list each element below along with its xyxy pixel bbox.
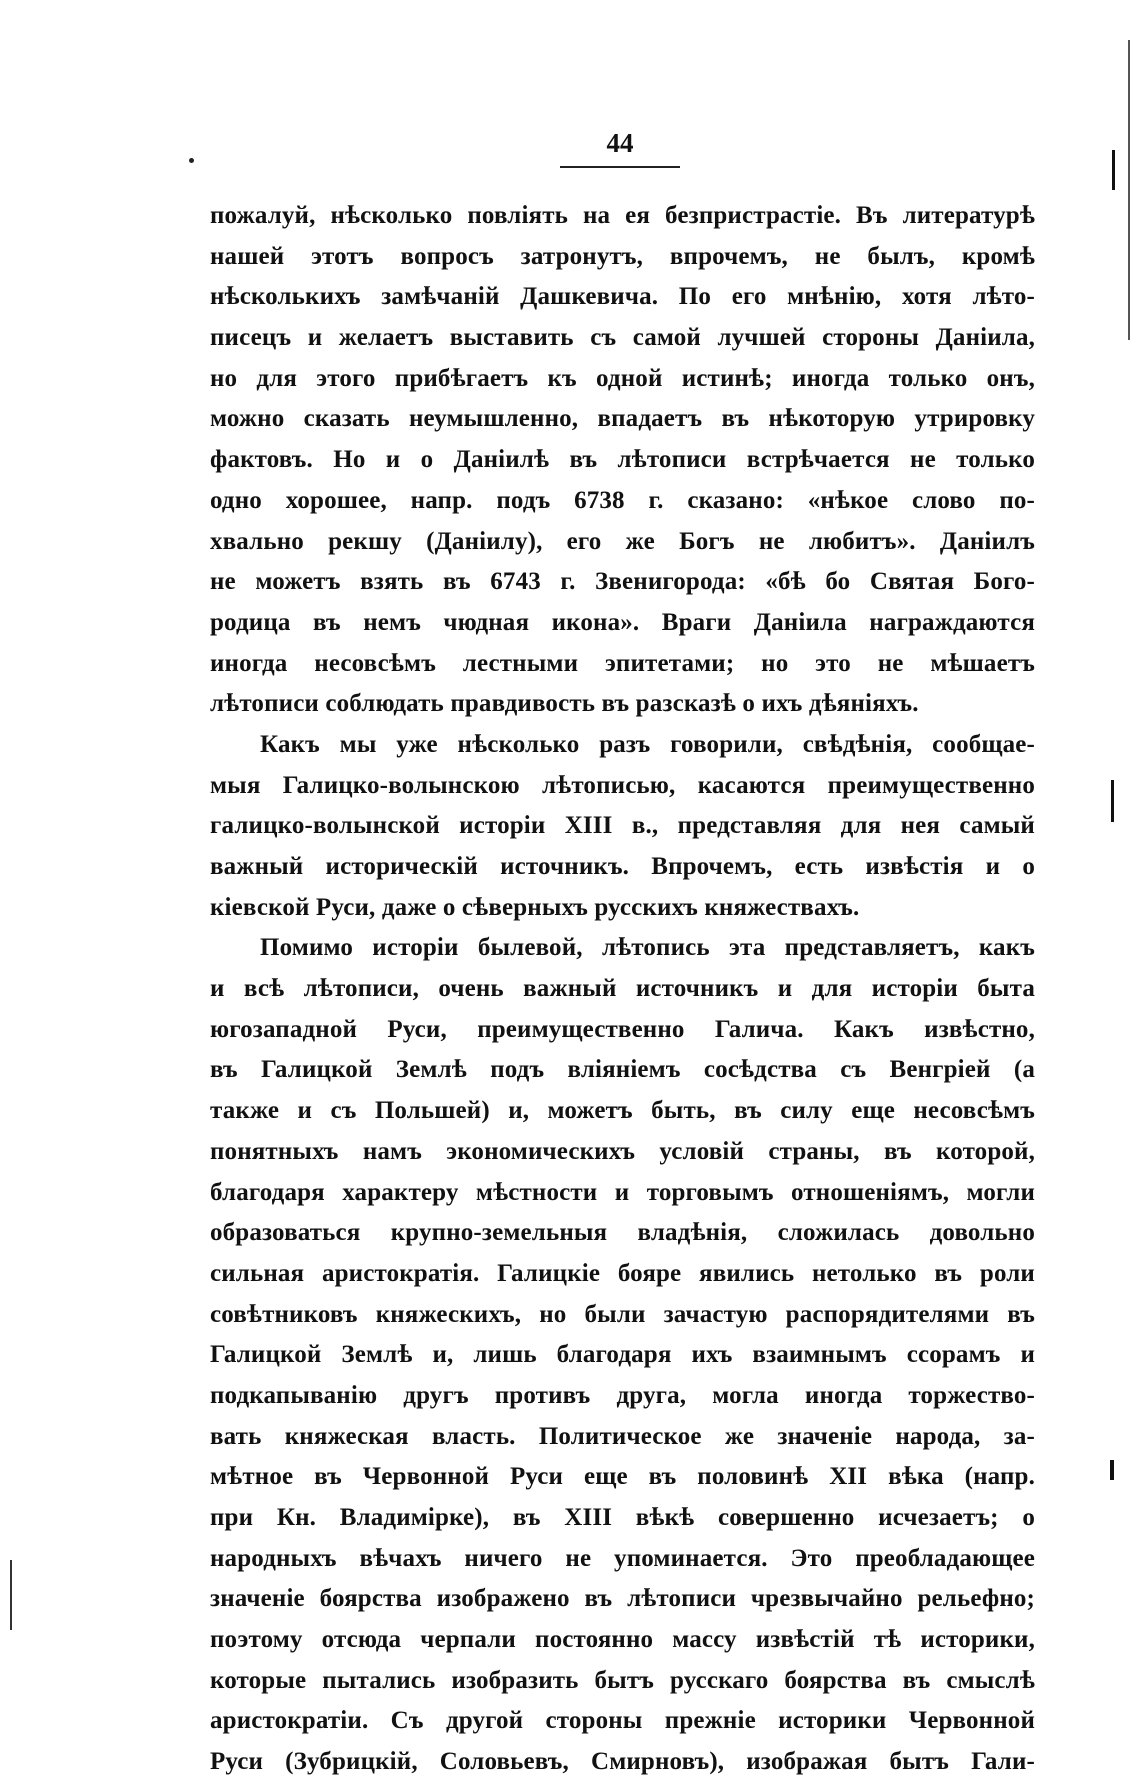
text-line: мыя Галицко-волынскою лѣтописью, касаются преимущественно xyxy=(210,771,1035,799)
text-line: вать княжеская власть. Политическое же значеніе народа, за- xyxy=(210,1422,1035,1450)
text-line: значеніе боярства изображено въ лѣтописи чрезвычайно рельефно; xyxy=(210,1585,1035,1613)
text-line: лѣтописи соблюдать правдивость въ разсказѣ о ихъ дѣяніяхъ. xyxy=(210,690,919,718)
text-body xyxy=(210,196,1035,1783)
text-line: также и съ Польшей) и, можетъ быть, въ силу еще несовсѣмъ xyxy=(210,1097,1035,1125)
text-line: родица въ немъ чюдная икона». Враги Даніила награждаются xyxy=(210,608,1035,636)
text-line: кіевской Руси, даже о сѣверныхъ русскихъ княжествахъ. xyxy=(210,893,860,921)
text-line: и всѣ лѣтописи, очень важный источникъ и для исторіи быта xyxy=(210,975,1035,1003)
text-line: мѣтное въ Червонной Руси еще въ половинѣ XII вѣка (напр. xyxy=(210,1463,1035,1491)
scan-edge-mark xyxy=(1111,780,1114,822)
text-line: но для этого прибѣгаетъ къ одной истинѣ; иногда только онъ, xyxy=(210,364,1035,392)
text-line: писецъ и желаетъ выставить съ самой лучшей стороны Даніила, xyxy=(210,324,1035,352)
text-line: нашей этотъ вопросъ затронутъ, впрочемъ, не былъ, кромѣ xyxy=(210,242,1035,270)
text-line: совѣтниковъ княжескихъ, но были зачастую распорядителями въ xyxy=(210,1300,1035,1328)
text-line: которые пытались изобразить бытъ русскаго боярства въ смыслѣ xyxy=(210,1666,1035,1694)
scan-edge-mark xyxy=(1128,40,1130,340)
scan-edge-mark xyxy=(1112,150,1115,190)
text-line: въ Галицкой Землѣ подъ вліяніемъ сосѣдства съ Венгріей (а xyxy=(210,1056,1035,1084)
text-line: поэтому отсюда черпали постоянно массу извѣстій тѣ историки, xyxy=(210,1626,1035,1654)
text-line: хвально рекшу (Даніилу), его же Богъ не любитъ». Даніилъ xyxy=(210,527,1035,555)
text-line: благодаря характеру мѣстности и торговымъ отношеніямъ, могли xyxy=(210,1178,1035,1206)
text-line: пожалуй, нѣсколько повліять на ея безпристрастіе. Въ литературѣ xyxy=(210,202,1035,229)
margin-dot xyxy=(189,158,194,163)
text-line: галицко-волынской исторіи XIII в., представляя для нея самый xyxy=(210,812,1035,840)
scan-edge-mark xyxy=(10,1560,12,1630)
text-line: нѣсколькихъ замѣчаній Дашкевича. По его мнѣнію, хотя лѣто- xyxy=(210,283,1035,311)
text-line: сильная аристократія. Галицкіе бояре явились нетолько въ роли xyxy=(210,1259,1035,1287)
text-line: при Кн. Владимірке), въ XIII вѣкѣ совершенно исчезаетъ; о xyxy=(210,1504,1035,1531)
page-number-underline xyxy=(560,166,680,168)
scan-edge-mark xyxy=(1110,1460,1114,1480)
text-line: Помимо исторіи былевой, лѣтопись эта представляетъ, какъ xyxy=(260,934,1035,962)
text-line: народныхъ вѣчахъ ничего не упоминается. Это преобладающее xyxy=(210,1544,1035,1572)
text-line: можно сказать неумышленно, впадаетъ въ нѣкоторую утрировку xyxy=(210,405,1035,433)
text-line: важный историческій источникъ. Впрочемъ, есть извѣстія и о xyxy=(210,853,1035,880)
text-line: фактовъ. Но и о Даніилѣ въ лѣтописи встрѣчается не только xyxy=(210,446,1035,474)
text-line: аристократіи. Съ другой стороны прежніе историки Червонной xyxy=(210,1707,1035,1735)
text-line: Руси (Зубрицкій, Соловьевъ, Смирновъ), изображая бытъ Гали- xyxy=(210,1748,1035,1776)
text-line: Галицкой Землѣ и, лишь благодаря ихъ взаимнымъ ссорамъ и xyxy=(210,1341,1035,1369)
text-line: понятныхъ намъ экономическихъ условій страны, въ которой, xyxy=(210,1137,1035,1165)
text-line: Какъ мы уже нѣсколько разъ говорили, свѣдѣнія, сообщае- xyxy=(260,730,1035,758)
text-line: подкапыванію другъ противъ друга, могла иногда торжество- xyxy=(210,1381,1035,1409)
text-line: одно хорошее, напр. подъ 6738 г. сказано: «нѣкое слово по- xyxy=(210,486,1035,514)
text-line: не можетъ взять въ 6743 г. Звенигорода: «бѣ бо Святая Бого- xyxy=(210,568,1035,596)
text-line: образоваться крупно-земельныя владѣнія, сложилась довольно xyxy=(210,1219,1035,1247)
text-line: иногда несовсѣмъ лестными эпитетами; но это не мѣшаетъ xyxy=(210,649,1035,677)
page-number: 44 xyxy=(606,128,634,158)
text-line: югозападной Руси, преимущественно Галича. Какъ извѣстно, xyxy=(210,1015,1035,1043)
